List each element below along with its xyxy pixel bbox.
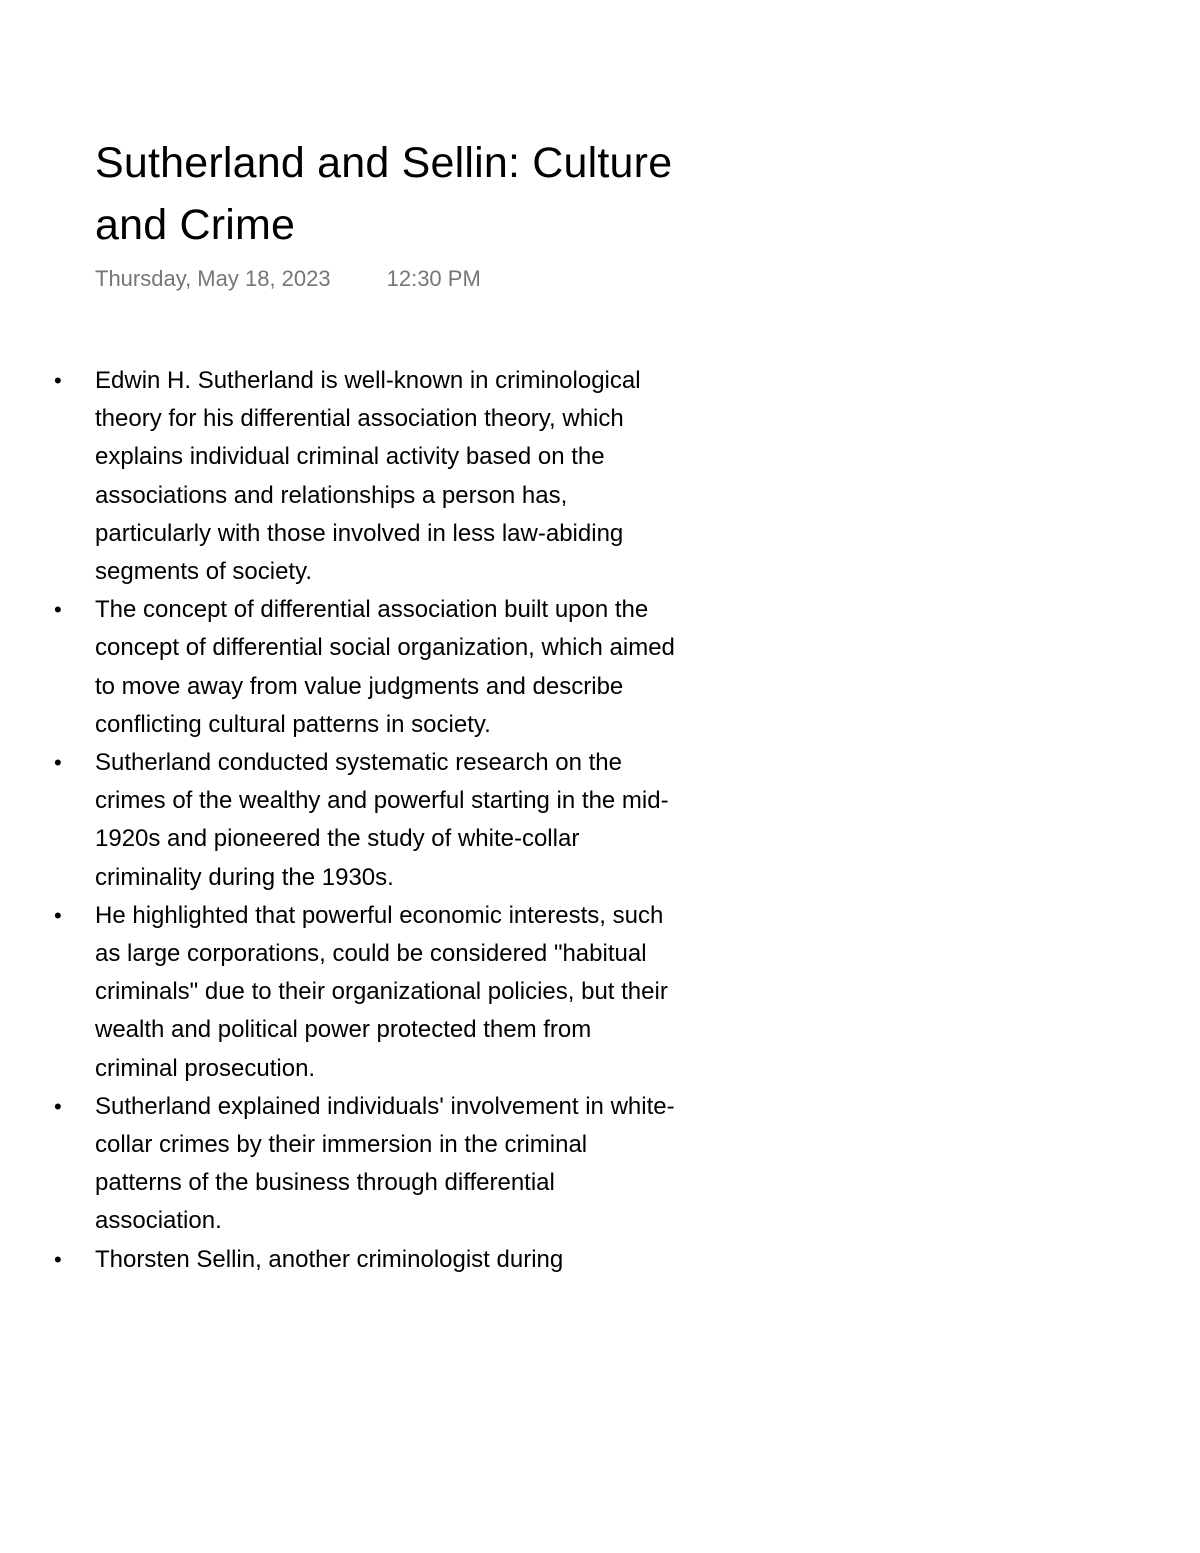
page-title: Sutherland and Sellin: Culture and Crime [95,139,673,249]
list-item [0,591,675,744]
bullet-icon: • [54,597,62,623]
page-date: Thursday, May 18, 2023 [95,266,331,291]
bullet-icon: • [54,902,62,928]
list-item-text: The concept of differential association built upon the concept of differential social organization, which aimed to move away from value judgments and describe conflicting cultural patterns in society. [95,596,675,738]
list-item-text: He highlighted that powerful economic interests, such as large corporations, could be considered "habitual criminals" due to their organizational policies, but their wealth and political power protected them from criminal prosecution. [95,901,668,1082]
list-item [0,1088,675,1241]
list-item [0,362,675,591]
bullet-icon: • [54,368,62,393]
bullet-icon: • [54,1246,62,1272]
bullet-icon: • [54,1093,62,1119]
list-item [0,744,675,897]
list-item [0,1241,675,1279]
page-timestamp [95,264,481,294]
list-item-text: Sutherland explained individuals' involvement in white-collar crimes by their immersion in the criminal patterns of the business through differential association. [95,1092,675,1235]
list-item [0,897,675,1088]
page-time: 12:30 PM [386,266,481,291]
list-item-text: Sutherland conducted systematic research on the crimes of the wealthy and powerful starting in the mid-1920s and pioneered the study of white-collar criminality during the 1930s. [95,749,669,891]
list-item-text: Edwin H. Sutherland is well-known in criminological theory for his differential association theory, which explains individual criminal activity based on the associations and relationships a person has, particularly with those involved in less law-abiding segments of society. [95,367,641,586]
bullet-icon: • [54,750,62,776]
list-item-text: Thorsten Sellin, another criminologist during [95,1245,564,1273]
bullet-list [0,362,1200,1279]
